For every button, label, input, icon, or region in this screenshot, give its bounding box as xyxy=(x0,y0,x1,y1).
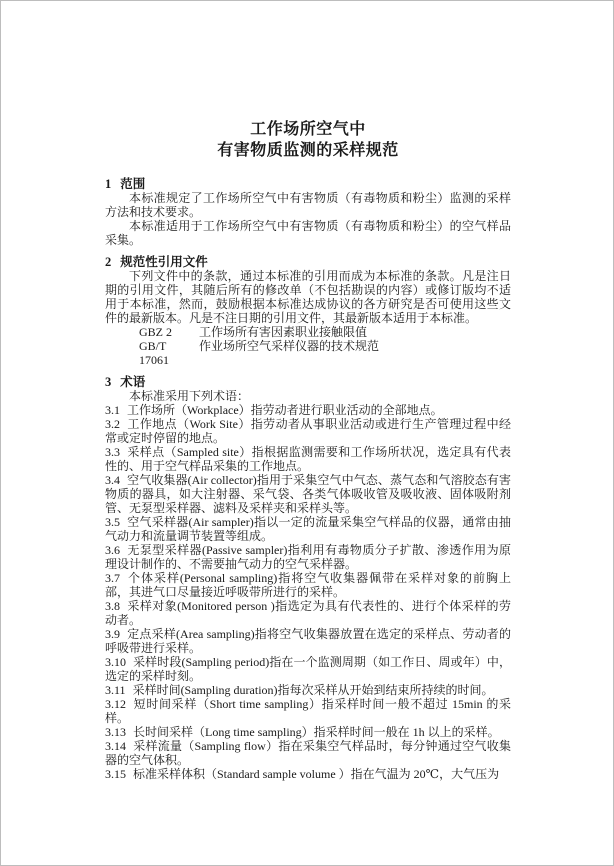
term-number: 3.12 xyxy=(105,697,126,711)
reference-code: GBZ 2 xyxy=(139,325,172,339)
section-number: 1 xyxy=(105,177,112,191)
term-text: 空气收集器(Air collector)指用于采集空气中气态、蒸气态和气溶胶态有害物质的器具，如大注射器、采气袋、各类气体吸收管及吸收液、固体吸附剂管、无泵型采样器、滤料及采样夹和采样头等。 xyxy=(105,473,511,515)
term-item xyxy=(105,473,511,515)
term-item xyxy=(105,725,511,739)
term-item xyxy=(105,767,511,781)
term-number: 3.7 xyxy=(105,571,120,585)
section-heading-label: 规范性引用文件 xyxy=(120,255,208,269)
paragraph: 本标准规定了工作场所空气中有害物质（有毒物质和粉尘）监测的采样方法和技术要求。 xyxy=(105,191,511,219)
term-text: 采样点（Sampled site）指根据监测需要和工作场所状况，选定具有代表性的、用于空气样品采集的工作地点。 xyxy=(105,445,511,473)
term-text: 采样时间(Sampling duration)指每次采样从开始到结束所持续的时间。 xyxy=(132,683,494,697)
term-item xyxy=(105,445,511,473)
term-text: 工作地点（Work Site）指劳动者从事职业活动或进行生产管理过程中经常或定时停留的地点。 xyxy=(105,417,511,445)
term-item xyxy=(105,417,511,445)
term-number: 3.10 xyxy=(105,655,126,669)
term-item xyxy=(105,515,511,543)
term-number: 3.1 xyxy=(105,403,120,417)
term-item xyxy=(105,683,511,697)
term-number: 3.15 xyxy=(105,767,126,781)
section-terms xyxy=(105,375,511,781)
section-heading xyxy=(105,255,511,269)
term-item xyxy=(105,543,511,571)
term-item xyxy=(105,599,511,627)
term-text: 采样对象(Monitored person )指选定为具有代表性的、进行个体采样的劳动者。 xyxy=(105,599,511,627)
term-text: 采样流量（Sampling flow）指在采集空气样品时，每分钟通过空气收集器的空气体积。 xyxy=(105,739,511,767)
section-number: 3 xyxy=(105,375,112,389)
term-text: 短时间采样（Short time sampling）指采样时间一般不超过 15min 的采样。 xyxy=(105,697,511,725)
term-number: 3.14 xyxy=(105,739,126,753)
term-text: 工作场所（Workplace）指劳动者进行职业活动的全部地点。 xyxy=(127,403,443,417)
term-text: 无泵型采样器(Passive sampler)指利用有毒物质分子扩散、渗透作用为原理设计制作的、不需要抽气动力的空气采样器。 xyxy=(105,543,511,571)
section-heading-label: 范围 xyxy=(120,177,146,191)
term-item xyxy=(105,571,511,599)
reference-code: GB/T 17061 xyxy=(139,339,169,367)
term-number: 3.11 xyxy=(105,683,126,697)
term-text: 个体采样(Personal sampling)指将空气收集器佩带在采样对象的前胸上部，其进气口尽量接近呼吸带所进行的采样。 xyxy=(105,571,511,599)
section-heading-label: 术语 xyxy=(120,375,146,389)
term-text: 标准采样体积（Standard sample volume ）指在气温为 20℃，大气压为 xyxy=(133,767,500,781)
reference-item xyxy=(105,339,511,367)
term-item xyxy=(105,697,511,725)
section-normative-references xyxy=(105,255,511,367)
term-item xyxy=(105,627,511,655)
term-text: 空气采样器(Air sampler)指以一定的流量采集空气样品的仪器，通常由抽气动力和流量调节装置等组成。 xyxy=(105,515,511,543)
term-number: 3.6 xyxy=(105,543,120,557)
section-heading xyxy=(105,177,511,191)
term-number: 3.9 xyxy=(105,627,120,641)
term-item xyxy=(105,655,511,683)
term-text: 长时间采样（Long time sampling）指采样时间一般在 1h 以上的采样。 xyxy=(133,725,500,739)
term-item xyxy=(105,739,511,767)
term-number: 3.4 xyxy=(105,473,120,487)
term-text: 定点采样(Area sampling)指将空气收集器放置在选定的采样点、劳动者的呼吸带进行采样。 xyxy=(105,627,511,655)
document-title xyxy=(105,119,511,161)
term-number: 3.2 xyxy=(105,417,120,431)
reference-item xyxy=(105,325,511,339)
term-text: 采样时段(Sampling period)指在一个监测周期（如工作日、周或年）中，选定的采样时刻。 xyxy=(105,655,511,683)
document-title-line2: 有害物质监测的采样规范 xyxy=(217,142,399,159)
term-number: 3.13 xyxy=(105,725,126,739)
reference-title: 工作场所有害因素职业接触限值 xyxy=(199,325,368,339)
reference-title: 作业场所空气采样仪器的技术规范 xyxy=(199,339,380,353)
terms-intro: 本标准采用下列术语： xyxy=(129,389,250,403)
term-number: 3.3 xyxy=(105,445,120,459)
paragraph: 下列文件中的条款，通过本标准的引用而成为本标准的条款。凡是注日期的引用文件，其随后所有的修改单（不包括勘误的内容）或修订版均不适用于本标准，然而，鼓励根据本标准达成协议的各方研究是否可使用这些文件的最新版本。凡是不注日期的引用文件，其最新版本适用于本标准。 xyxy=(105,269,511,325)
document-title-line1: 工作场所空气中 xyxy=(250,121,366,138)
section-number: 2 xyxy=(105,255,112,269)
term-item xyxy=(105,403,511,417)
section-scope xyxy=(105,177,511,247)
section-heading xyxy=(105,375,511,389)
paragraph: 本标准适用于工作场所空气中有害物质（有毒物质和粉尘）的空气样品采集。 xyxy=(105,219,511,247)
term-number: 3.5 xyxy=(105,515,120,529)
term-number: 3.8 xyxy=(105,599,120,613)
